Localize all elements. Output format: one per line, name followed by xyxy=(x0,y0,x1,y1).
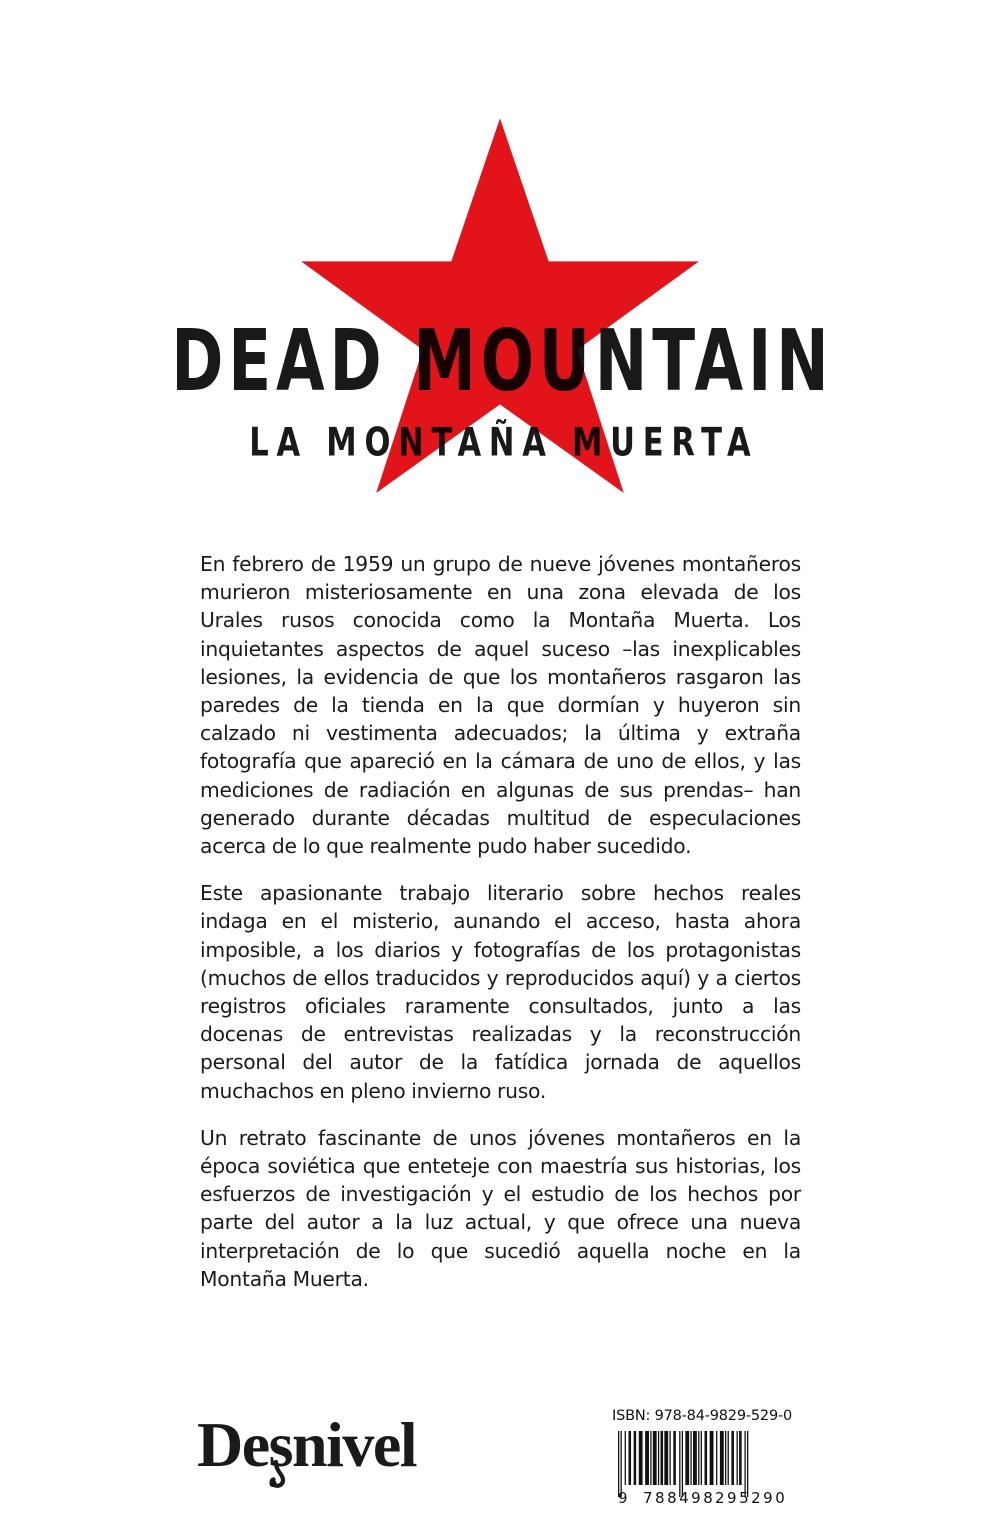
red-star-icon xyxy=(301,118,699,493)
book-title: DEAD MOUNTAIN xyxy=(171,310,834,411)
publisher-logo-desnivel xyxy=(197,1404,457,1494)
isbn-barcode xyxy=(612,1429,798,1507)
blurb-paragraph-1: En febrero de 1959 un grupo de nueve jóvenes montañeros murieron misteriosamente en una zona elevada de los Urales rusos conocida como la Montaña Muerta. Los inquietantes aspectos de aquel suceso –las inexplicables lesiones, la evidencia de que los montañeros rasgaron las paredes de la tienda en la que dormían y huyeron sin calzado ni vestimenta adecuados; la última y extraña fotografía que apareció en la cámara de uno de ellos, y las mediciones de radiación en algunas de sus prendas– han generado durante décadas multitud de especulaciones acerca de lo que realmente pudo haber sucedido. xyxy=(200,552,801,859)
desnivel-swash-dot xyxy=(269,1480,276,1487)
barcode-digits-left-group: 788498 xyxy=(643,1489,716,1507)
blurb-paragraph-2: Este apasionante trabajo literario sobre hechos reales indaga en el misterio, aunando el acceso, hasta ahora imposible, a los diarios y fotografías de los protagonistas (muchos de ellos traducidos y reproducidos aquí) y a ciertos registros oficiales raramente consultados, junto a las docenas de entrevistas realizadas y la reconstrucción personal del autor de la fatídica jornada de aquellos muchachos en pleno invierno ruso. xyxy=(200,881,801,1103)
blurb-text xyxy=(200,550,801,1293)
blurb-paragraph-3: Un retrato fascinante de unos jóvenes montañeros en la época soviética que enteteje con maestría sus historias, los esfuerzos de investigación y el estudio de los hechos por parte del autor a la luz actual, y que ofrece una nueva interpretación de lo que sucedió aquella noche en la Montaña Muerta. xyxy=(200,1125,801,1291)
isbn-area xyxy=(612,1408,812,1507)
isbn-label: ISBN: 978-84-9829-529-0 xyxy=(612,1408,793,1424)
barcode-digits-right-group: 295290 xyxy=(715,1489,788,1507)
publisher-logo-wordmark: Desnivel xyxy=(197,1409,417,1480)
red-star-emblem xyxy=(293,118,707,514)
barcode-digit-leading: 9 xyxy=(618,1489,628,1507)
book-subtitle: LA MONTAÑA MUERTA xyxy=(249,420,759,466)
